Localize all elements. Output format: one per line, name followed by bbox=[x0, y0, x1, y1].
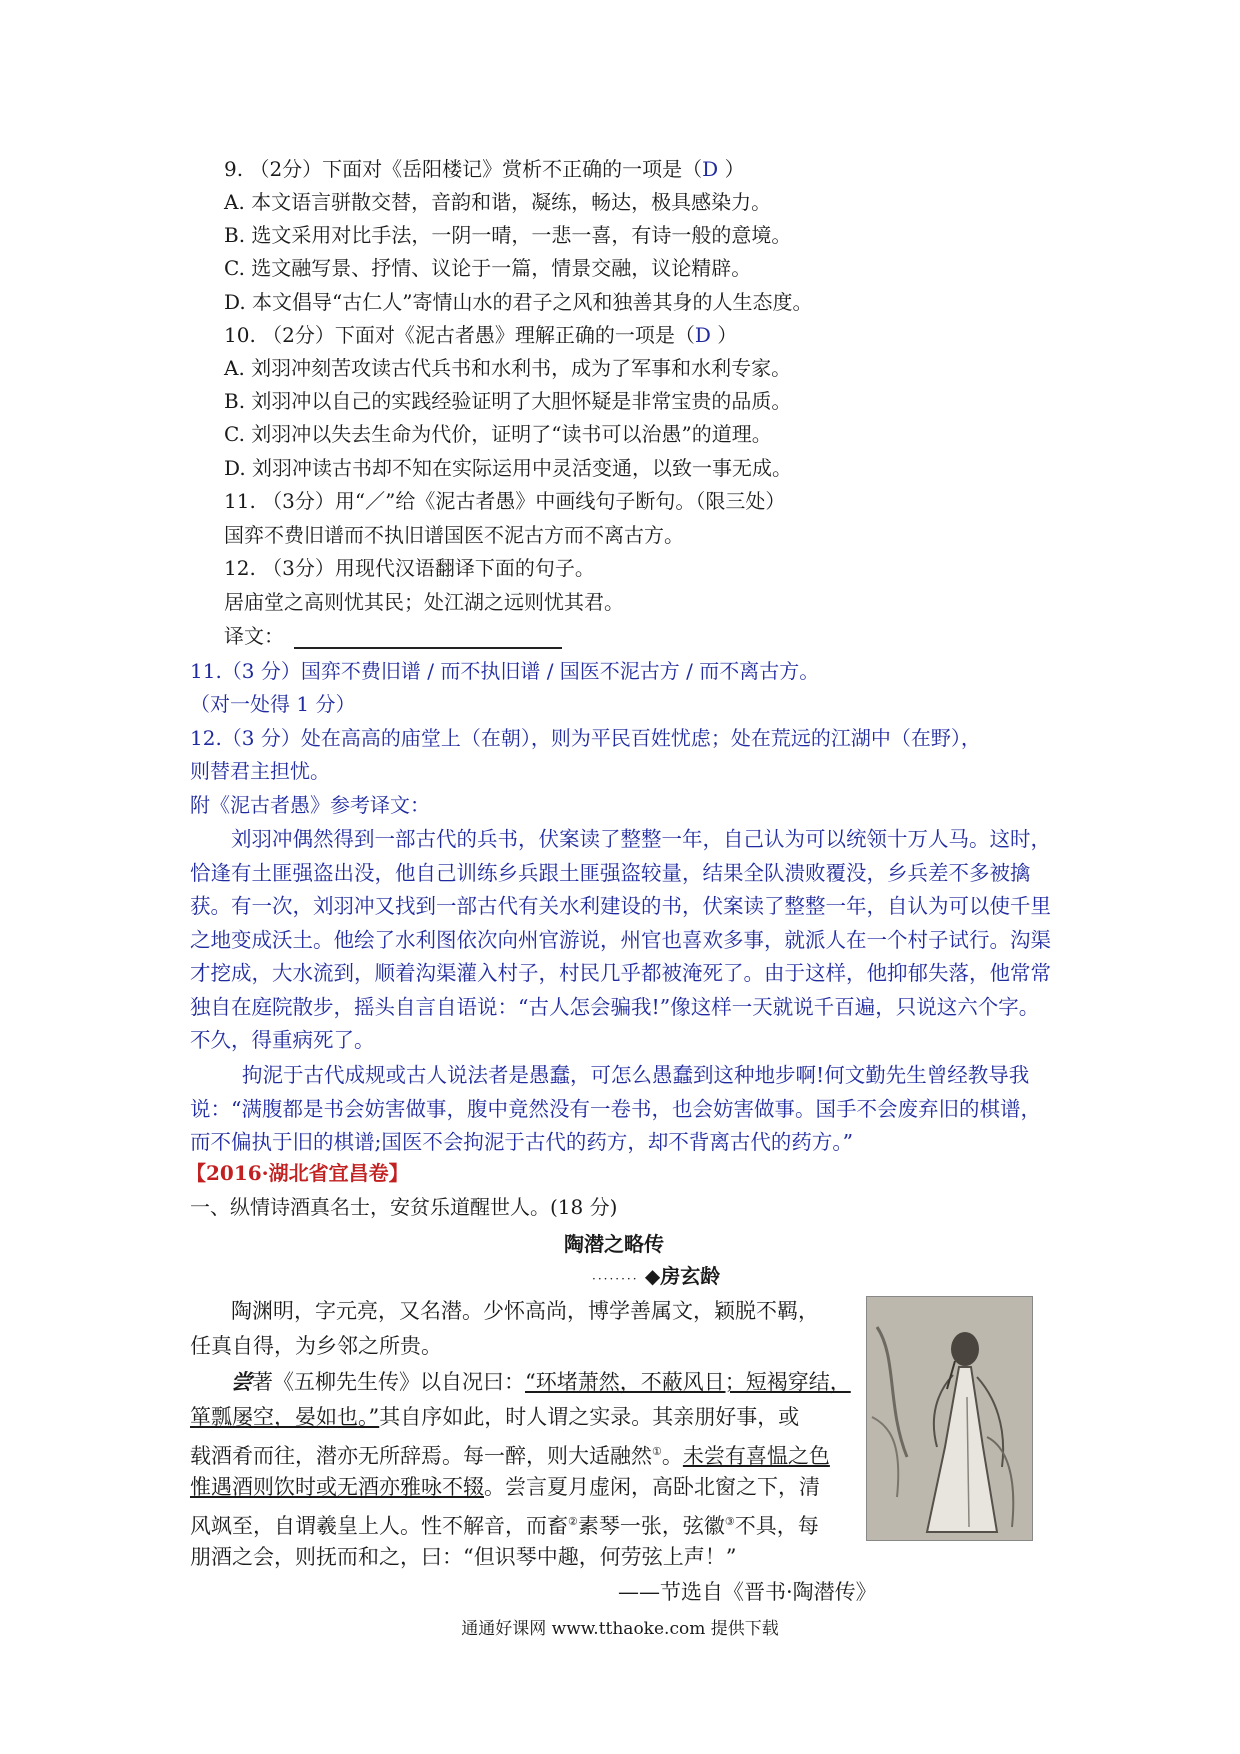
text-span: 风飒至，自谓羲皇上人。性不解音，而畜 bbox=[190, 1514, 568, 1538]
q10-option-c: C. 刘羽冲以失去生命为代价，证明了“读书可以治愚”的道理。 bbox=[224, 422, 772, 446]
portrait-figure-icon bbox=[867, 1297, 1032, 1540]
q10-option-b: B. 刘羽冲以自己的实践经验证明了大胆怀疑是非常宝贵的品质。 bbox=[224, 389, 792, 413]
translation-paragraph-2: 拘泥于古代成规或古人说法者是愚蠢，可怎么愚蠢到这种地步啊!何文勤先生曾经教导我说：“满腹都是书会妨害做事，腹中竟然没有一卷书，也会妨害做事。国手不会废弃旧的棋谱，而不偏执于旧的棋谱;国医不会拘泥于古代的药方，却不背离古代的药方。” bbox=[190, 1063, 1041, 1154]
q10-answer: D bbox=[694, 323, 711, 347]
footnote-2: ② bbox=[568, 1515, 578, 1528]
translation-blank bbox=[294, 627, 562, 649]
underlined-quote-part2: 箪瓢屡空，晏如也。” bbox=[190, 1405, 380, 1429]
text-p2-line2 bbox=[190, 1403, 799, 1431]
q9-option-c: C. 选文融写景、抒情、议论于一篇，情景交融，议论精辟。 bbox=[224, 256, 752, 280]
q9-option-b: B. 选文采用对比手法，一阴一晴，一悲一喜，有诗一般的意境。 bbox=[224, 223, 792, 247]
q10-close: ） bbox=[710, 323, 738, 347]
footnote-3: ③ bbox=[724, 1515, 735, 1528]
translation-paragraph-1: 刘羽冲偶然得到一部古代的兵书，伏案读了整整一年，自己认为可以统领十万人马。这时，恰逢有土匪强盗出没，他自己训练乡兵跟土匪强盗较量，结果全队溃败覆没，乡兵差不多被擒获。有一次，刘羽冲又找到一部古代有关水利建设的书，伏案读了整整一年，自认为可以使千里之地变成沃土。他绘了水利图依次向州官游说，州官也喜欢多事，就派人在一个村子试行。沟渠才挖成，大水流到，顺着沟渠灌入村子，村民几乎都被淹死了。由于这样，他抑郁失落，他常常独自在庭院散步，摇头自言自语说：“古人怎会骗我!”像这样一天就说千百遍，只说这六个字。不久，得重病死了。 bbox=[190, 827, 1051, 1052]
q12-sentence: 居庙堂之高则忧其民；处江湖之远则忧其君。 bbox=[224, 590, 624, 614]
text-span: 。尝言夏月虚闲，高卧北窗之下，清 bbox=[484, 1475, 820, 1499]
text-p1-line1: 陶渊明，字元亮，又名潜。少怀高尚，博学善属文，颖脱不羁， bbox=[231, 1299, 819, 1323]
text-span: 著《五柳先生传》以自况曰： bbox=[252, 1370, 525, 1394]
q11-sentence: 国弈不费旧谱而不执旧谱国医不泥古方而不离古方。 bbox=[224, 523, 684, 547]
article-author bbox=[592, 1262, 720, 1293]
q10-option-d: D. 刘羽冲读古书却不知在实际运用中灵活变通，以致一事无成。 bbox=[224, 456, 793, 480]
article-title: 陶潜之略传 bbox=[564, 1232, 664, 1256]
translation-label: 译文： bbox=[224, 624, 284, 648]
appendix-title: 附《泥古者愚》参考译文： bbox=[190, 793, 430, 817]
text-p2-line3 bbox=[190, 1438, 830, 1470]
page-footer: 通通好课网 www.tthaoke.com 提供下载 bbox=[461, 1619, 779, 1639]
q11-stem: 11. （3分）用“／”给《泥古者愚》中画线句子断句。（限三处） bbox=[224, 489, 786, 513]
text-p2-line1 bbox=[231, 1368, 851, 1396]
q10-option-a: A. 刘羽冲刻苦攻读古代兵书和水利书，成为了军事和水利专家。 bbox=[224, 356, 792, 380]
q9-option-a: A. 本文语言骈散交替，音韵和谐，凝练，畅达，极具感染力。 bbox=[224, 190, 772, 214]
q10-stem bbox=[224, 321, 737, 349]
answer-12-line2: 则替君主担忧。 bbox=[190, 759, 330, 783]
text-p1-line2: 任真自得，为乡邻之所贵。 bbox=[190, 1334, 442, 1358]
q12-stem: 12. （3分）用现代汉语翻译下面的句子。 bbox=[224, 556, 595, 580]
answer-12-line1: 12.（3 分）处在高高的庙堂上（在朝），则为平民百姓忧虑；处在荒远的江湖中（在野）， bbox=[190, 726, 981, 750]
q9-answer: D bbox=[702, 157, 719, 181]
text-p2-line6: 朋酒之会，则抚而和之，曰：“但识琴中趣，何劳弦上声！” bbox=[190, 1545, 737, 1569]
answer-11: 11.（3 分）国弈不费旧谱 / 而不执旧谱 / 国医不泥古方 / 而不离古方。 bbox=[190, 659, 820, 683]
q12-translation-row bbox=[224, 622, 562, 650]
q9-stem bbox=[224, 155, 745, 183]
text-source: ——节选自《晋书·陶潜传》 bbox=[618, 1580, 877, 1604]
highlight-char-chang: 尝 bbox=[231, 1369, 252, 1394]
text-p2-line5 bbox=[190, 1508, 819, 1540]
section-header: 【2016·湖北省宜昌卷】 bbox=[186, 1161, 409, 1185]
text-span: 载酒肴而往，潜亦无所辞焉。每一醉，则大适融然 bbox=[190, 1444, 652, 1468]
text-p2-line4 bbox=[190, 1473, 820, 1501]
author-name: ◆房玄龄 bbox=[644, 1264, 721, 1288]
author-dots: ········ bbox=[592, 1272, 639, 1286]
answer-11-note: （对一处得 1 分） bbox=[190, 692, 356, 716]
q9-close: ） bbox=[718, 157, 745, 181]
text-span: 其自序如此，时人谓之实录。其亲朋好事，或 bbox=[379, 1405, 800, 1429]
underlined-sentence-part1: 未尝有喜愠之色 bbox=[682, 1444, 830, 1468]
tao-qian-portrait bbox=[866, 1296, 1033, 1541]
underlined-sentence-part2: 惟遇酒则饮时或无酒亦雅咏不辍 bbox=[190, 1475, 484, 1499]
text-span: 不具，每 bbox=[734, 1514, 819, 1538]
q9-stem-text: 9. （2分）下面对《岳阳楼记》赏析不正确的一项是（ bbox=[224, 157, 703, 181]
text-span: 素琴一张，弦徽 bbox=[577, 1514, 725, 1538]
underlined-quote-part1: “环堵萧然，不蔽风日；短褐穿结， bbox=[525, 1370, 851, 1394]
q10-stem-text: 10. （2分）下面对《泥古者愚》理解正确的一项是（ bbox=[224, 323, 695, 347]
section-intro: 一、纵情诗酒真名士，安贫乐道醒世人。(18 分) bbox=[190, 1195, 618, 1219]
text-span: 。 bbox=[661, 1444, 683, 1468]
q9-option-d: D. 本文倡导“古仁人”寄情山水的君子之风和独善其身的人生态度。 bbox=[224, 290, 813, 314]
footnote-1: ① bbox=[652, 1445, 662, 1458]
